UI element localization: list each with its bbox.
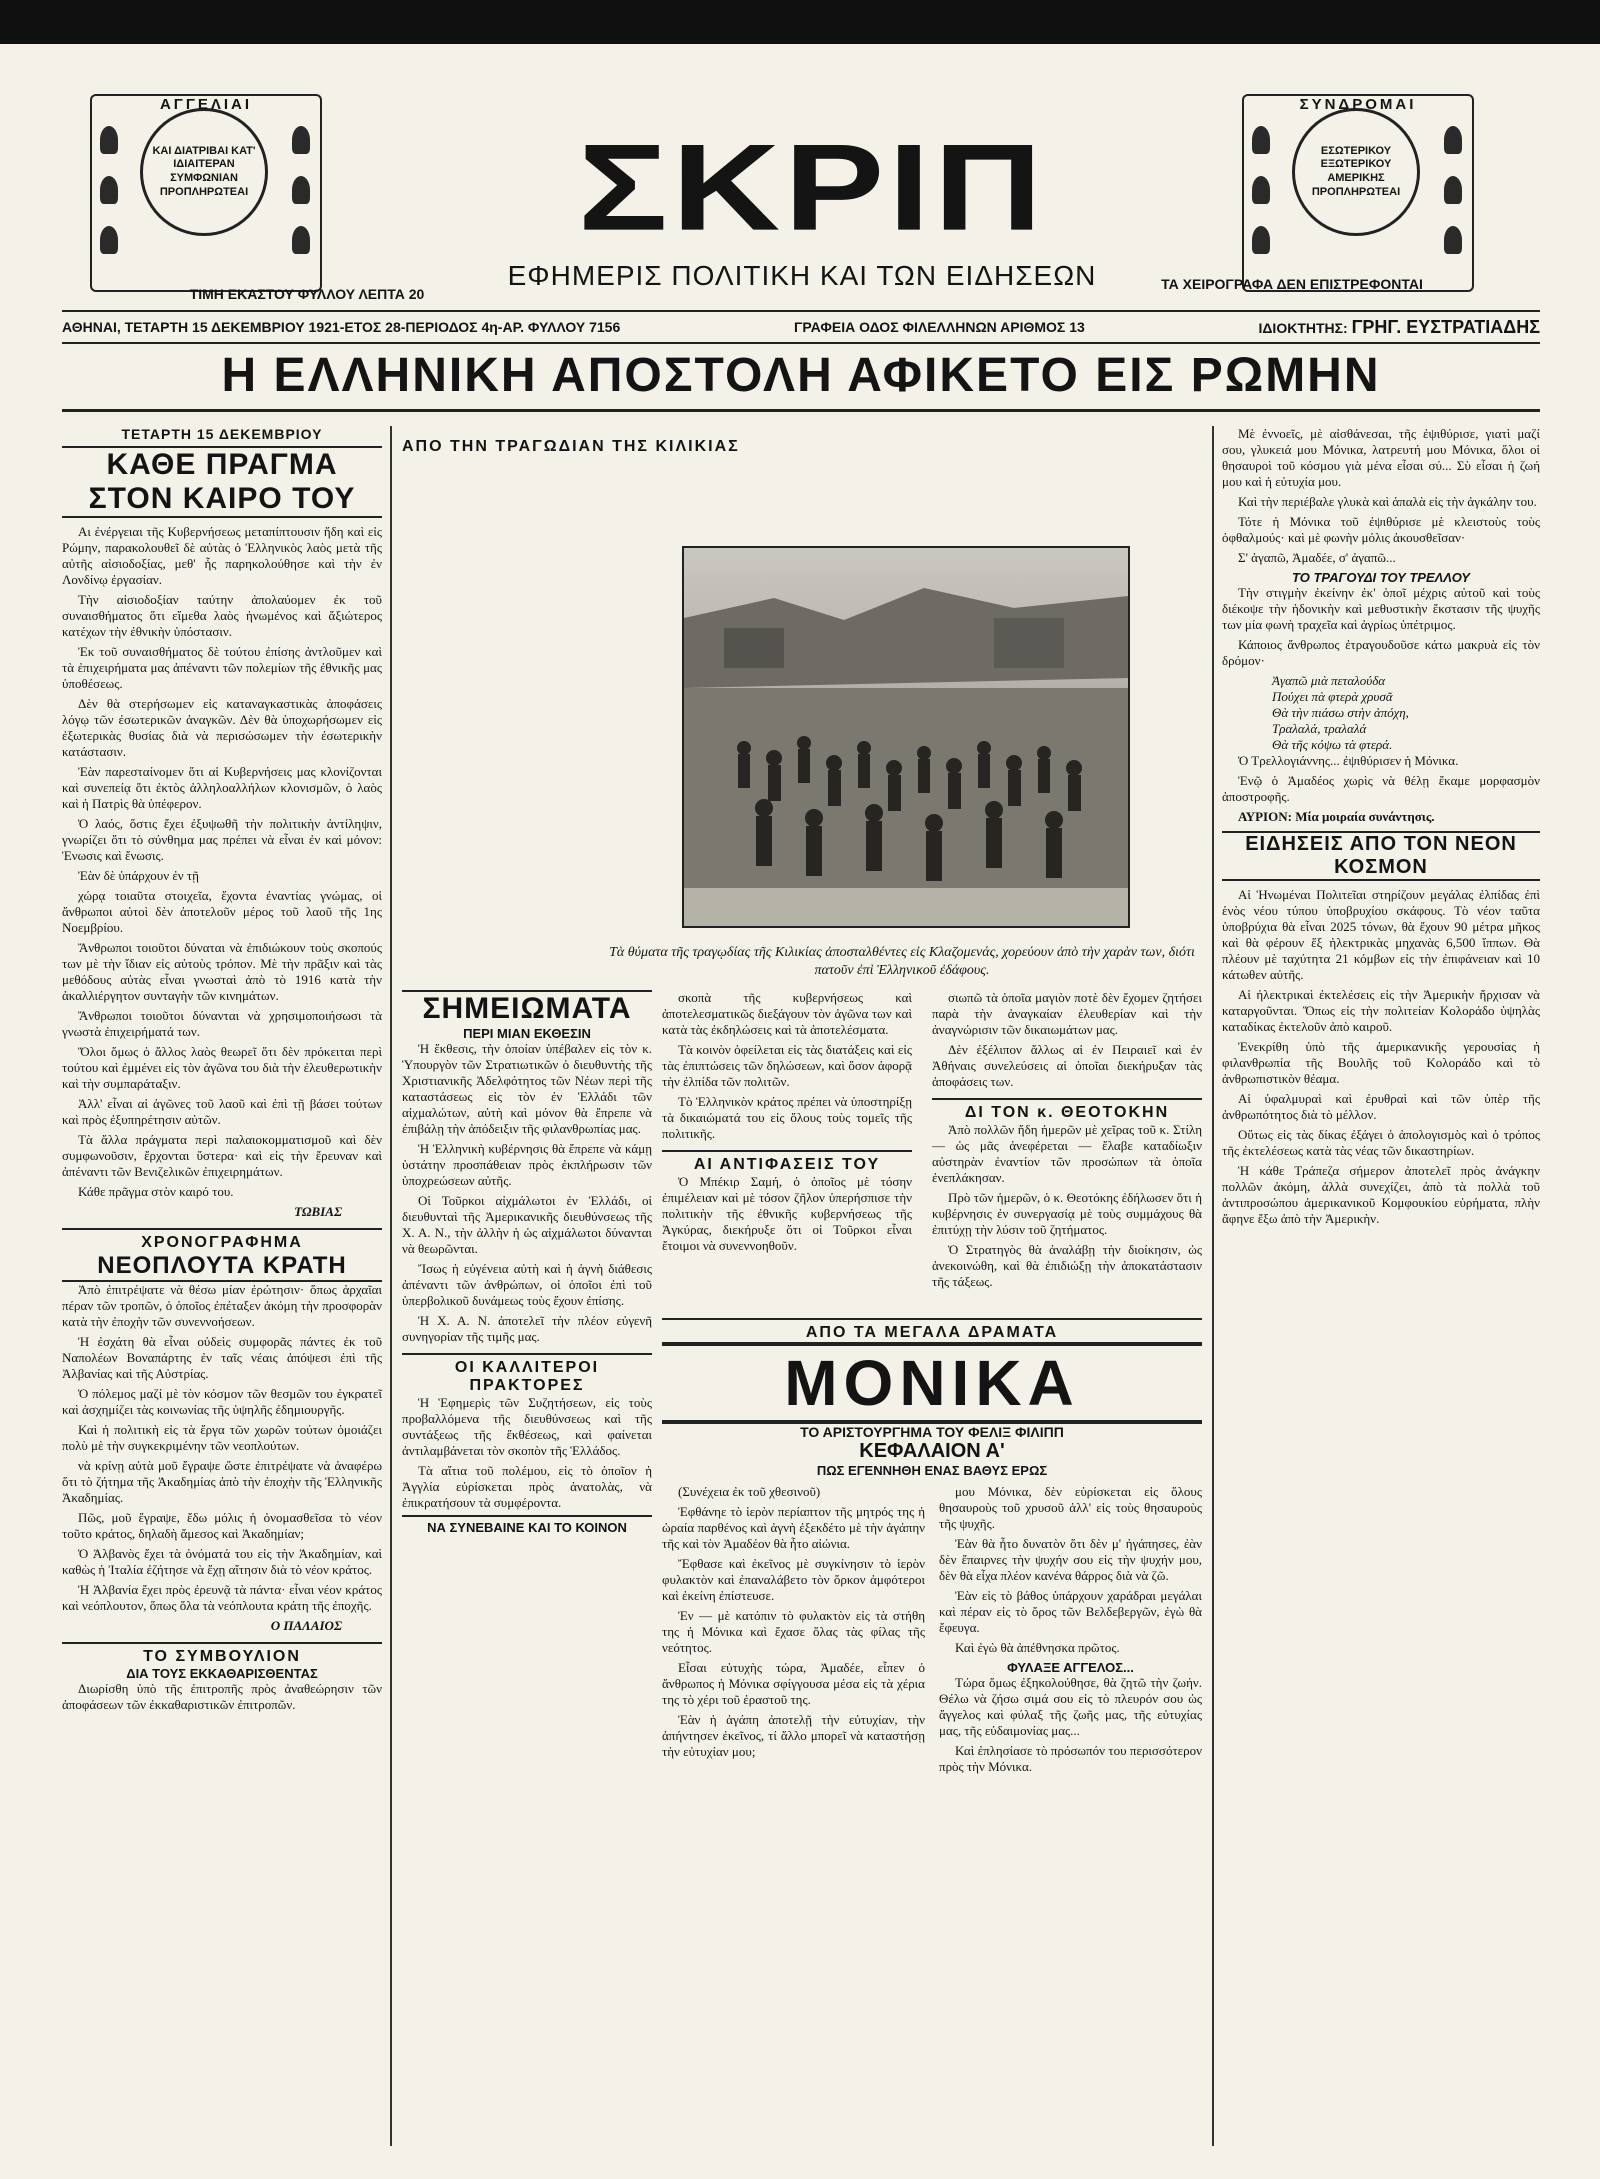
notes-paragraph: Ἡ ἔκθεσις, τὴν ὁποίαν ὑπέβαλεν εἰς τὸν κ. Ὑπουργὸν τῶν Στρατιωτικῶν ὁ διευθυντὴς τῆς Χριστιανικῆς Ἀδελφότητος τῶν Νέων περὶ τῆς καταστάσεως εἰς τὸν ἐν Ἑλλάδι τῶν αἰχμαλώτων, αὐτὴ καὶ μόνον θὰ ἔπρεπε νὰ ἐπιβάλῃ τὴν ἀπόδειξιν τῆς φιλανθρωπίας μας.	[402, 1041, 652, 1136]
column-rule	[1212, 426, 1214, 2146]
editorial-title: ΚΑΘΕ ΠΡΑΓΜΑ ΣΤΟΝ ΚΑΙΡΟ ΤΟΥ	[62, 446, 382, 518]
main-headline: Η ΕΛΛΗΝΙΚΗ ΑΠΟΣΤΟΛΗ ΑΦΙΚΕΤΟ ΕΙΣ ΡΩΜΗΝ	[62, 348, 1540, 412]
dateline-bar	[62, 310, 1540, 344]
chronicle-paragraph: νὰ κρίνῃ αὐτὰ μοῦ ἔγραψε ὥστε ἐπιτρέψατε νὰ ἀναφέρω ὅτι τὸ ζήτημα τῆς Ἀκαδημίας ἀπὸ τὴν ἐποχὴν τῆς Ἑλληνικῆς Ἀκαδημίας.	[62, 1458, 382, 1505]
newspaper-logo	[532, 112, 1092, 262]
monika-serial	[662, 1310, 1202, 1779]
serial-paragraph: Σ' ἀγαπῶ, Ἀμαδέε, σ' ἀγαπῶ...	[1238, 550, 1396, 565]
theotokis-paragraph: Ὁ Στρατηγὸς θὰ ἀναλάβῃ τὴν διοίκησιν, ὡς ἀνεκοινώθη, καὶ θὰ ἐπιδιώξῃ τὴν ἀποκατάστασιν τῆς τάξεως.	[932, 1242, 1202, 1289]
notes-title: ΣΗΜΕΙΩΜΑΤΑ	[402, 990, 652, 1026]
monika-left-column	[662, 1484, 925, 1779]
notes-column	[402, 990, 652, 1535]
verse-line: Τραλαλά, τραλαλά	[1272, 721, 1367, 736]
monika-paragraph: Καὶ ἐπλησίασε τὸ πρόσωπόν του περισσότερον πρὸς τὴν Μόνικα.	[939, 1743, 1202, 1774]
photo-section-header: ΑΠΟ ΤΗΝ ΤΡΑΓΩΔΙΑΝ ΤΗΣ ΚΙΛΙΚΙΑΣ	[402, 438, 740, 455]
serial-paragraph: Ἐνῷ ὁ Ἀμαδέος χωρὶς νὰ θέλῃ ἔκαμε μορφασμὸν ἀποστροφῆς.	[1222, 773, 1540, 804]
agents-footer: ΝΑ ΣΥΝΕΒΑΙΝΕ ΚΑΙ ΤΟ ΚΟΙΝΟΝ	[402, 1515, 652, 1535]
editorial-paragraph: Κάθε πρᾶγμα στὸν καιρό του.	[78, 1184, 234, 1199]
serial-paragraph: Μὲ ἐννοεῖς, μὲ αἰσθάνεσαι, τῆς ἐψιθύρισε, γιατὶ μαζί σου, γλυκειά μου Μόνικα, λατρευτή μου Μόνικα, ὅλοι οἱ θησαυροὶ τοῦ κόσμου γιὰ μένα εἶσαι σύ... Σὺ εἶσαι ἡ ζωή μου καὶ ἡ εὐτυχία μου.	[1222, 426, 1540, 489]
newspaper-subtitle: ΕΦΗΜΕΡΙΣ ΠΟΛΙΤΙΚΗ ΚΑΙ ΤΩΝ ΕΙΔΗΣΕΩΝ	[507, 260, 1097, 291]
chronicle-paragraph: Ἡ Ἀλβανία ἔχει πρὸς ἐρευνᾷ τὰ πάντα· εἶναι νέον κράτος καὶ νεόπλουτον, ὅπως ὅλα τὰ νεόπλουτα κράτη τῆς ἐποχῆς.	[62, 1582, 382, 1613]
editorial-paragraph: Ἐὰν παρεσταίνομεν ὅτι αἱ Κυβερνήσεις μας κλονίζονται καὶ συνεπείᾳ ὅτι ἐκτὸς ἀλληλοαλλήλων κλονισμῶν, ὁ λαὸς καὶ ἡ Πατρὶς θὰ ὑπέφερον.	[62, 764, 382, 811]
agents-paragraph: Τὰ αἴτια τοῦ πολέμου, εἰς τὸ ὁποῖον ἡ Ἀγγλία εὑρίσκεται πρὸς ἀνατολὰς, νὰ ἐπικρατήσουν τὰ συμφέροντα.	[402, 1463, 652, 1510]
news-paragraph: Ἡ κάθε Τράπεζα σήμερον ἀποτελεῖ πρὸς ἀνάγκην πολλῶν ἀκόμη, ἀλλὰ συνεχίζει, ἀπὸ τὰ πολλὰ τοῦ ἀντιπροσώπου ἀμερικανικοῦ Κομφουκίου εὑρήματα, πλὴν ἄφηνε ἔξω ἀπὸ τὴν Ἀμερικὴν.	[1222, 1163, 1540, 1226]
serial-paragraph: Τότε ἡ Μόνικα τοῦ ἐψιθύρισε μὲ κλειστοὺς τοὺς ὀφθαλμούς· καὶ μὲ φωνὴν μόλις ἀκουσθεῖσαν·	[1222, 514, 1540, 545]
new-world-news-title: ΕΙΔΗΣΕΙΣ ΑΠΟ ΤΟΝ ΝΕΟΝ ΚΟΣΜΟΝ	[1222, 831, 1540, 881]
right-column	[1222, 426, 1540, 1231]
chronicle-paragraph: Ὁ Ἀλβανὸς ἔχει τὰ ὀνόματά του εἰς τὴν Ἀκαδημίαν, καὶ καθὼς ἡ Ἰταλία ἐζήτησε νὰ ἔχῃ αἴτησιν διὰ τὸ νέον κράτος.	[62, 1546, 382, 1577]
editorial-paragraph: Ἐκ τοῦ συναισθήματος δὲ τούτου ἐπίσης ἀντλοῦμεν καὶ τὰ ἐπιχειρήματα μας ἀπέναντι τῶν πολεμίων τῆς ἐθνικῆς μας ὑποθέσεως.	[62, 644, 382, 691]
theotokis-paragraph: σιωπῶ τὰ ὁποῖα μαγιὸν ποτὲ δὲν ἔχομεν ζητήσει παρὰ τὴν ἀναγκαίαν ἐλευθερίαν καὶ τὴν ἀναγνώρισιν τῶν δικαιωμάτων μας.	[932, 990, 1202, 1037]
editorial-paragraph: Δὲν θὰ στερήσωμεν εἰς καταναγκαστικὰς ἀποφάσεις λόγῳ τῶν ἐσωτερικῶν ἀναγκῶν. Δὲν θὰ ὑποχωρήσωμεν εἰς ἐξωτερικὰς θυσίας διὰ νὰ περισώσωμεν τὴν ἐσωτερικὴν κατάστασιν.	[62, 696, 382, 759]
price-note: ΤΙΜΗ ΕΚΑΣΤΟΥ ΦΥΛΛΟΥ ΛΕΠΤΑ 20	[189, 286, 425, 302]
editorial-paragraph: Ὁ λαός, ὅστις ἔχει ἐξυψωθῆ τὴν πολιτικὴν ἀντίληψιν, γνωρίζει ὅτι τὸ σύνθημα μας πρέπει νὰ εἶναι ἐν καὶ μόνον: Ἑνωσις καὶ ἔνωσις.	[62, 816, 382, 863]
editorial-paragraph: Ἐὰν δὲ ὑπάρχουν ἐν τῇ	[78, 868, 199, 883]
council-title: ΤΟ ΣΥΜΒΟΥΛΙΟΝ	[62, 1642, 382, 1666]
ads-seal	[140, 108, 268, 236]
council-subtitle: ΔΙΑ ΤΟΥΣ ΕΚΚΑΘΑΡΙΣΘΕΝΤΑΣ	[126, 1666, 318, 1681]
verse-line: Θὰ τὴν πιάσω στὴν ἀπόχη,	[1272, 705, 1409, 720]
column-rule	[390, 426, 392, 2146]
serial-paragraph: Καὶ τὴν περιέβαλε γλυκὰ καὶ ἁπαλὰ εἰς τὴν ἀγκάλην του.	[1238, 494, 1537, 509]
tomorrow-teaser: ΑΥΡΙΟΝ: Μία μοιραία συνάντησις.	[1238, 809, 1435, 824]
theotokis-paragraph: Πρὸ τῶν ἡμερῶν, ὁ κ. Θεοτόκης ἐδήλωσεν ὅτι ἡ κυβέρνησις ἐν συνεργασίᾳ μὲ τοὺς συμμάχους θὰ ἐπιτύχῃ τὴν λύσιν τοῦ ζητήματος.	[932, 1190, 1202, 1237]
monika-paragraph: Ἐὰν εἰς τὸ βάθος ὑπάρχουν χαράδραι μεγάλαι καὶ πέραν εἰς τὸ ὄρος τῶν Βελδεβεργῶν, ἐγὼ θὰ ἔφευγα.	[939, 1588, 1202, 1635]
notes-paragraph: Οἱ Τοῦρκοι αἰχμάλωτοι ἐν Ἑλλάδι, οἱ διευθυνταὶ τῆς Ἀμερικανικῆς διευθύνσεως τῆς Χ. Α. Ν., τὴν ἀλλὴν ἡ ὡς αἰχμάλωτοι δύνανται νὰ θεωρῶνται.	[402, 1193, 652, 1256]
notes-paragraph: Ἴσως ἡ εὐγένεια αὐτὴ καὶ ἡ ἁγνὴ διάθεσις ἀπέναντι τῶν ἀνθρώπων, οἱ ὁποῖοι ἐπὶ τοῦ ὑπερβολικοῦ δυνάμεως τοὺς ἔχουν ἐπίσης.	[402, 1261, 652, 1308]
serial-paragraph: Κάποιος ἄνθρωπος ἐτραγουδοῦσε κάτω μακρυὰ εἰς τὸν δρόμον·	[1222, 637, 1540, 668]
news-paragraph: Αἱ ὑφαλμυραὶ καὶ ἐρυθραὶ καὶ τῶν ὑπὲρ τῆς ἀνθρωπότητος διὰ τὸ μέλλον.	[1222, 1091, 1540, 1122]
ads-seal-box	[90, 94, 322, 292]
song-verse	[1222, 673, 1540, 753]
manuscripts-note: ΤΑ ΧΕΙΡΟΓΡΑΦΑ ΔΕΝ ΕΠΙΣΤΡΕΦΟΝΤΑΙ	[1161, 276, 1423, 292]
owner-label: ΙΔΙΟΚΤΗΤΗΣ:	[1258, 319, 1348, 336]
monika-right-column	[939, 1484, 1202, 1779]
agents-title: ΟΙ ΚΑΛΛΙΤΕΡΟΙ ΠΡΑΚΤΟΡΕΣ	[402, 1353, 652, 1395]
photo-caption: Τὰ θύματα τῆς τραγῳδίας τῆς Κιλικίας ἀποσταλθέντες εἰς Κλαζομενάς, χορεύουν ἀπὸ τὴν χαρὰν των, διότι πατοῦν ἐπὶ Ἑλληνικοῦ ἐδάφους.	[609, 945, 1195, 978]
chronicle-paragraph: Ἀπὸ ἐπιτρέψατε νὰ θέσω μίαν ἐρώτησιν· ὅπως ἀρχαῖαι πέραν τῶν τροπῶν, ὁ ὁποῖος ἐπέταξεν ἀκόμη τὴν προσφορὰν κατὰ τὴν ἐποχὴν τῶν συνεννοήσεων.	[62, 1282, 382, 1329]
ads-seal-text: ΚΑΙ ΔΙΑΤΡΙΒΑΙ ΚΑΤ' ΙΔΙΑΙΤΕΡΑΝ ΣΥΜΦΩΝΙΑΝ ΠΡΟΠΛΗΡΩΤΕΑΙ	[152, 144, 256, 198]
song-heading: ΤΟ ΤΡΑΓΟΥΔΙ ΤΟΥ ΤΡΕΛΛΟΥ	[1292, 570, 1470, 585]
serial-paragraph: Τὴν στιγμὴν ἐκείνην ἐκ' ὁποῖ μέχρις αὐτοῦ καὶ τοὺς διέκοψε τὴν ἡδονικὴν καὶ μεθυστικὴν ἔκστασιν τῆς ψυχῆς των μία φωνὴ τραχεῖα καὶ ἀγρίως ὑπέτριμος.	[1222, 585, 1540, 632]
middle-news-column	[662, 990, 912, 1258]
monika-paragraph: Ἔφθασε καὶ ἐκεῖνος μὲ συγκίνησιν τὸ ἱερὸν φυλακτὸν καὶ ἐπαναλάβετο τὸν ὅρκον ἀμφότεροι καὶ ἐκείνη ἐπίστευσε.	[662, 1556, 925, 1603]
monika-paragraph: μου Μόνικα, δὲν εὑρίσκεται εἰς ὅλους θησαυροὺς τοῦ χρυσοῦ ἀλλ' εἰς τοὺς θησαυροὺς τῆς ψυχῆς.	[939, 1484, 1202, 1531]
logo-text: ΣΚΡΙΠ	[577, 118, 1047, 256]
news-paragraph: Ἐνεκρίθη ὑπὸ τῆς ἀμερικανικῆς γερουσίας ἡ φιλανθρωπία τῆς Βουλῆς τοῦ Κολοράδο καὶ τὸ ἀνθρωπιστικὸν θέαμα.	[1222, 1039, 1540, 1086]
ads-seal-title: ΑΓΓΕΛΙΑΙ	[159, 96, 253, 113]
editorial-signature: ΤΩΒΙΑΣ	[294, 1204, 342, 1219]
editorial-paragraph: Ἀλλ' εἶναι αἱ ἀγῶνες τοῦ λαοῦ καὶ ἐπὶ τῇ βάσει τούτων καὶ πρὸς ἐξυπηρέτησιν αὐτῶν.	[62, 1096, 382, 1127]
monika-paragraph: (Συνέχεια ἐκ τοῦ χθεσινοῦ)	[678, 1484, 821, 1499]
monika-chapter: ΚΕΦΑΛΑΙΟΝ Α'	[859, 1440, 1005, 1462]
contradictions-title: ΑΙ ΑΝΤΙΦΑΣΕΙΣ ΤΟΥ	[662, 1150, 912, 1174]
editorial-paragraph: Αι ἐνέργειαι τῆς Κυβερνήσεως μεταπίπτουσιν ἤδη καὶ εἰς Ρώμην, παρακολουθεῖ δὲ αὐτὰς ὁ Ἑλληνικὸς λαὸς μετὰ τῆς αὐτῆς αἰσιοδοξίας, μεθ' ἧς παρηκολούθησε καὶ τὴν ἐν Λονδίνῳ ἐργασίαν.	[62, 524, 382, 587]
notes-subtitle: ΠΕΡΙ ΜΙΑΝ ΕΚΘΕΣΙΝ	[463, 1026, 591, 1041]
editorial-paragraph: Ἄνθρωποι τοιοῦτοι δύνανται νὰ χρησιμοποιήσωσι τὰ γνωστὰ ἐπιχειρήματά των.	[62, 1008, 382, 1039]
subscriptions-seal	[1292, 108, 1420, 236]
monika-kicker: ΑΠΟ ΤΑ ΜΕΓΑΛΑ ΔΡΑΜΑΤΑ	[662, 1318, 1202, 1342]
verse-line: Ἀγαπῶ μιὰ πεταλούδα	[1272, 673, 1386, 688]
notes-paragraph: Ἡ Ἑλληνικὴ κυβέρνησις θὰ ἔπρεπε νὰ κάμῃ ὑστάτην προσπάθειαν πρὸς ἐκπλήρωσιν τῶν ὑποχρεώσεων αὐτῆς.	[402, 1141, 652, 1188]
middle-paragraph: Τὸ Ἑλληνικὸν κράτος πρέπει νὰ ὑποστηρίξῃ τὰ δικαιώματά του εἰς ὅλους τοὺς τομεῖς τῆς πολιτικῆς.	[662, 1094, 912, 1141]
chronicle-kicker: ΧΡΟΝΟΓΡΑΦΗΜΑ	[62, 1228, 382, 1252]
monika-paragraph: Καὶ ἐγὼ θὰ ἀπέθνησκα πρῶτος.	[955, 1640, 1120, 1655]
theotokis-paragraph: Δὲν ἐξέλιπον ἄλλως αἱ ἐν Πειραιεῖ καὶ ἐν Ἀθήναις συνελεύσεις αἱ ὁποῖαι διεκήρυξαν τὰς ἀποφάσεις των.	[932, 1042, 1202, 1089]
subscriptions-seal-title: ΣΥΝΔΡΟΜΑΙ	[1299, 96, 1417, 113]
monika-paragraph: Ἐφθάνηε τὸ ἱερὸν περίαπτον τῆς μητρός της ἡ ὡραία παρθένος καὶ ἀγνὴ ἐξεκδέτο μὲ τὴν ἀγάπην τῆς καὶ τὸν Ἀμαδέον θὰ ἦτο αἰώνια.	[662, 1504, 925, 1551]
offices-address: ΓΡΑΦΕΙΑ ΟΔΟΣ ΦΙΛΕΛΛΗΝΩΝ ΑΡΙΘΜΟΣ 13	[793, 319, 1085, 335]
news-paragraph: Αἱ Ἡνωμέναι Πολιτεῖαι στηρίζουν μεγάλας ἐλπίδας ἐπὶ ἑνὸς νέου τύπου ὑποβρυχίου σκάφους. Τὸ νέον ταῦτα ὑποβρύχια θὰ εἶναι 2025 τόνων, θὰ ἔχουν 90 μέτρα μῆκος καὶ θὰ φέρουν ἕξ ἠλεκτρικὰς μηχανὰς 6,500 ἵππων. Θὰ πλέουν μὲ ταχύτητα 21 κόμβων εἰς τὴν ἐπιφάνειαν καὶ 10 κάτωθεν αὐτῆς.	[1222, 887, 1540, 982]
chronicle-paragraph: Ὁ πόλεμος μαζί μὲ τὸν κόσμον τῶν θεσμῶν του ἐγκρατεῖ καὶ ἀσχημίζει τὰς κοινωνίας τῆς ὑψηλῆς ἐδημιουργῆς.	[62, 1386, 382, 1417]
editorial-paragraph: Ὅλοι ὅμως ὁ ἄλλος λαὸς θεωρεῖ ὅτι δὲν πρόκειται περὶ τούτου καὶ ἐμμένει εἰς τὸν ἀγῶνα του διὰ τὴν ἐλευθερωτικὴν καὶ τὴν συμπαράταξιν.	[62, 1044, 382, 1091]
monika-chapter-subtitle: ΠΩΣ ΕΓΕΝΝΗΘΗ ΕΝΑΣ ΒΑΘΥΣ ΕΡΩΣ	[816, 1463, 1048, 1478]
news-paragraph: Αἱ ἠλεκτρικαὶ ἐκτελέσεις εἰς τὴν Ἀμερικὴν ἤρχισαν νὰ καταργοῦνται. Ὅπως εἰς τὴν πολιτείαν Κολοράδο ὑψηλὰς καταδίκας ἐκτελοῦν ἀπὸ καιροῦ.	[1222, 987, 1540, 1034]
editorial-paragraph: Τὰ ἄλλα πράγματα περὶ παλαιοκομματισμοῦ καὶ δὲν συμφωνοῦσιν, ἔρχονται ὕστερα· καὶ εἰς τὴν ἔρευναν καὶ ἀπέναντι τῶν Βενιζελικῶν ἐπιχειρημάτων.	[62, 1132, 382, 1179]
verse-line: Πούχει πὰ φτερὰ χρυσᾶ	[1272, 689, 1393, 704]
crowd-photo-image	[684, 548, 1128, 926]
monika-paragraph: Ἐν — μὲ κατόπιν τὸ φυλακτὸν εἰς τὰ στήθη της ἡ Μόνικα καὶ ἔχασε ὅλας τὰς φίλας τῆς νεότητος.	[662, 1608, 925, 1655]
newspaper-page	[62, 60, 1540, 2160]
monika-paragraph: Εἶσαι εὐτυχὴς τώρα, Ἀμαδέε, εἶπεν ὁ ἄνθρωπος ἡ Μόνικα σφίγγουσα μέσα εἰς τὰ χέρια της τὸ χέρι τοῦ ἐραστοῦ της.	[662, 1660, 925, 1707]
editorial-paragraph: χώρᾳ τοιαῦτα στοιχεῖα, ἔχοντα ἐναντίας γνώμας, οἱ ἄνθρωποι αὐτοὶ δὲν ἀποτελοῦν μέρος τοῦ λαοῦ τῆς 1ης Νοεμβρίου.	[62, 888, 382, 935]
monika-title: ΜΟΝΙΚΑ	[662, 1342, 1202, 1424]
middle-paragraph: σκοπὰ τῆς κυβερνήσεως καὶ ἀποτελεσματικῶς διεξάγουν τὸν ἀγῶνα των καὶ κατὰ τὰς ἐκδηλώσεις καὶ τὰ ἀποτελέσματα.	[662, 990, 912, 1037]
agents-paragraph: Ἡ Ἑφημερὶς τῶν Συζητήσεων, εἰς τοὺς προβαλλόμενα τῆς διευθύνσεως καὶ τῆς συντάξεως τῆς ἔκθέσεως, καὶ φαίνεται ἀντιλαμβάνεται τὸν σκοπὸν τῆς Ἑλλάδος.	[402, 1395, 652, 1458]
theotokis-title: ΔΙ ΤΟΝ κ. ΘΕΟΤΟΚΗΝ	[932, 1098, 1202, 1122]
top-scan-band	[0, 0, 1600, 44]
notes-paragraph: Ἡ Χ. Α. Ν. ἀποτελεῖ τὴν πλέον εὐγενῆ συνηγορίαν τῆς τιμῆς μας.	[402, 1313, 652, 1344]
contradictions-paragraph: Ὁ Μπέκιρ Σαμή, ὁ ὁποῖος μὲ τόσην ἐπιμέλειαν καὶ μὲ τόσον ζῆλον ὑπερήσπισε τὴν πολιτικὴν τῆς ἐθνικῆς κυβερνήσεως τῆς Ἀγκύρας, διεκήρυξε ὅτι οἱ Τοῦρκοι εἶναι ἔτοιμοι νὰ συνεννοηθοῦν.	[662, 1174, 912, 1253]
monika-paragraph: Ἐὰν θὰ ἦτο δυνατὸν ὅτι δὲν μ' ἠγάπησες, ἐὰν δὲν ἔπαιρνες τὴν ψυχήν σου εἰς τὴν ψυχήν μου, δὲν θὰ εἶχα πλέον κανένα θάρρος διὰ νὰ ζῶ.	[939, 1536, 1202, 1583]
cilicia-photo	[682, 546, 1130, 928]
chronicle-paragraph: Πῶς, μοῦ ἔγραψε, ἔδω μόλις ἡ ὀνομασθεῖσα τὸ νέον τοῦτο κράτος, δηλαδὴ ἄμεσος καὶ Ἀκαδημίαν;	[62, 1510, 382, 1541]
issue-dateline: ΑΘΗΝΑΙ, ΤΕΤΑΡΤΗ 15 ΔΕΚΕΜΒΡΙΟΥ 1921-ΕΤΟΣ 28-ΠΕΡΙΟΔΟΣ 4η-ΑΡ. ΦΥΛΛΟΥ 7156	[62, 319, 621, 335]
theotokis-column	[932, 990, 1202, 1294]
chronicle-paragraph: Καὶ ἡ πολιτικὴ εἰς τὰ ἔργα τῶν χωρῶν τούτων ὁμοιάζει πολὺ μὲ τὴν συγκεκριμένην τῶν νεοπλούτων.	[62, 1422, 382, 1453]
chronicle-signature: Ο ΠΑΛΑΙΟΣ	[270, 1618, 342, 1633]
editorial-column	[62, 426, 382, 1717]
chronicle-paragraph: Ἡ ἐσχάτη θὰ εἶναι οὐδεὶς συμφορᾶς πάντες ἐκ τοῦ Ναπολέων Βοναπάρτης ἐν ταῖς νέαις ἀπόψεσι ἐπὶ τῆς Ἀλβανίας καὶ τῆς Αὐστρίας.	[62, 1334, 382, 1381]
editorial-paragraph: Τὴν αἰσιοδοξίαν ταύτην ἀπολαύομεν ἐκ τοῦ συναισθήματος ὅτι εἴμεθα λαὸς ἡνωμένος καὶ ἄξιώτερος κατέχων τὴν ἐθνικὴν ὑπόστασιν.	[62, 592, 382, 639]
editorial-kicker: ΤΕΤΑΡΤΗ 15 ΔΕΚΕΜΒΡΙΟΥ	[121, 426, 323, 442]
theotokis-paragraph: Ἀπὸ πολλῶν ἤδη ἡμερῶν μὲ χεῖρας τοῦ κ. Στίλη — ὡς μᾶς ἀνεφέρεται — ἔλαβε καταδίωξιν αὐστηρὰν ἐναντίον τῶν προσώπων τὰ ὁποῖα ἐνεπλάκησαν.	[932, 1122, 1202, 1185]
chronicle-title: ΝΕΟΠΛΟΥΤΑ ΚΡΑΤΗ	[62, 1252, 382, 1282]
middle-paragraph: Τὰ κοινὸν ὀφείλεται εἰς τὰς διατάξεις καὶ εἰς τὰς ἐπιπτώσεις τῶν δηλώσεων, καὶ ὅσον ἀφορᾷ τὴν ἐλπίδα τῶν πολιτῶν.	[662, 1042, 912, 1089]
serial-paragraph: Ὁ Τρελλογιάννης... ἐψιθύρισεν ἡ Μόνικα.	[1238, 753, 1459, 768]
monika-subheading: ΦΥΛΑΞΕ ΑΓΓΕΛΟΣ...	[1007, 1660, 1134, 1675]
news-paragraph: Οὕτως εἰς τὰς δίκας ἐξάγει ὁ ἀπολογισμὸς καὶ ὁ τρόπος τῆς ἐκτελέσεως κατὰ τὰς νέας τῶν δικαστηρίων.	[1222, 1127, 1540, 1158]
subscriptions-seal-box	[1242, 94, 1474, 292]
monika-author: ΤΟ ΑΡΙΣΤΟΥΡΓΗΜΑ ΤΟΥ ΦΕΛΙΞ ΦΙΛΙΠΠ	[800, 1424, 1064, 1440]
editorial-paragraph: Ἄνθρωποι τοιοῦτοι δύναται νὰ ἐπιδιώκουν τοὺς σκοπούς των μὲ τὴν ἴδιαν εἰς αὐτοὺς τρόπον. Μὲ τὴν πρᾶξιν καὶ τὰς μεθόδους αὐτὰς εἶναι γνωσταὶ ἀπὸ τὸ 1916 κατὰ τὴν ἀκαλλιέργητον συνταγὴν τῶν κινημάτων.	[62, 940, 382, 1003]
owner-name: ΓΡΗΓ. ΕΥΣΤΡΑΤΙΑΔΗΣ	[1351, 316, 1540, 337]
photo-section	[402, 426, 1202, 456]
council-paragraph: Διωρίσθη ὑπὸ τῆς ἐπιτροπῆς πρὸς ἀναθεώρησιν τῶν ἀποφάσεων τῶν ἐκκαθαριστικῶν ἐπιτροπῶν.	[62, 1681, 382, 1712]
subscriptions-seal-text: ΕΣΩΤΕΡΙΚΟΥ ΕΞΩΤΕΡΙΚΟΥ ΑΜΕΡΙΚΗΣ ΠΡΟΠΛΗΡΩΤΕΑΙ	[1311, 144, 1401, 198]
monika-paragraph: Ἐὰν ἡ ἀγάπη ἀποτελῇ τὴν εὐτυχίαν, τὴν ἀπήντησεν ἐκεῖνος, τί ἄλλο μπορεῖ νὰ καταστήσῃ τὴν εὐτυχίαν μου;	[662, 1712, 925, 1759]
verse-line: Θὰ τῆς κόψω τὰ φτερά.	[1272, 737, 1393, 752]
monika-paragraph: Τώρα ὅμως ἐξηκολούθησε, θὰ ζητῶ τὴν ζωήν. Θέλω νὰ ζήσω σιμά σου εἰς τὸ πλευρόν σου ὡς ἄγγελος καὶ φύλαξ τῆς ζωῆς μας, τῆς εὐτυχίας μας, τῆς εὐδαιμονίας μας...	[939, 1675, 1202, 1738]
